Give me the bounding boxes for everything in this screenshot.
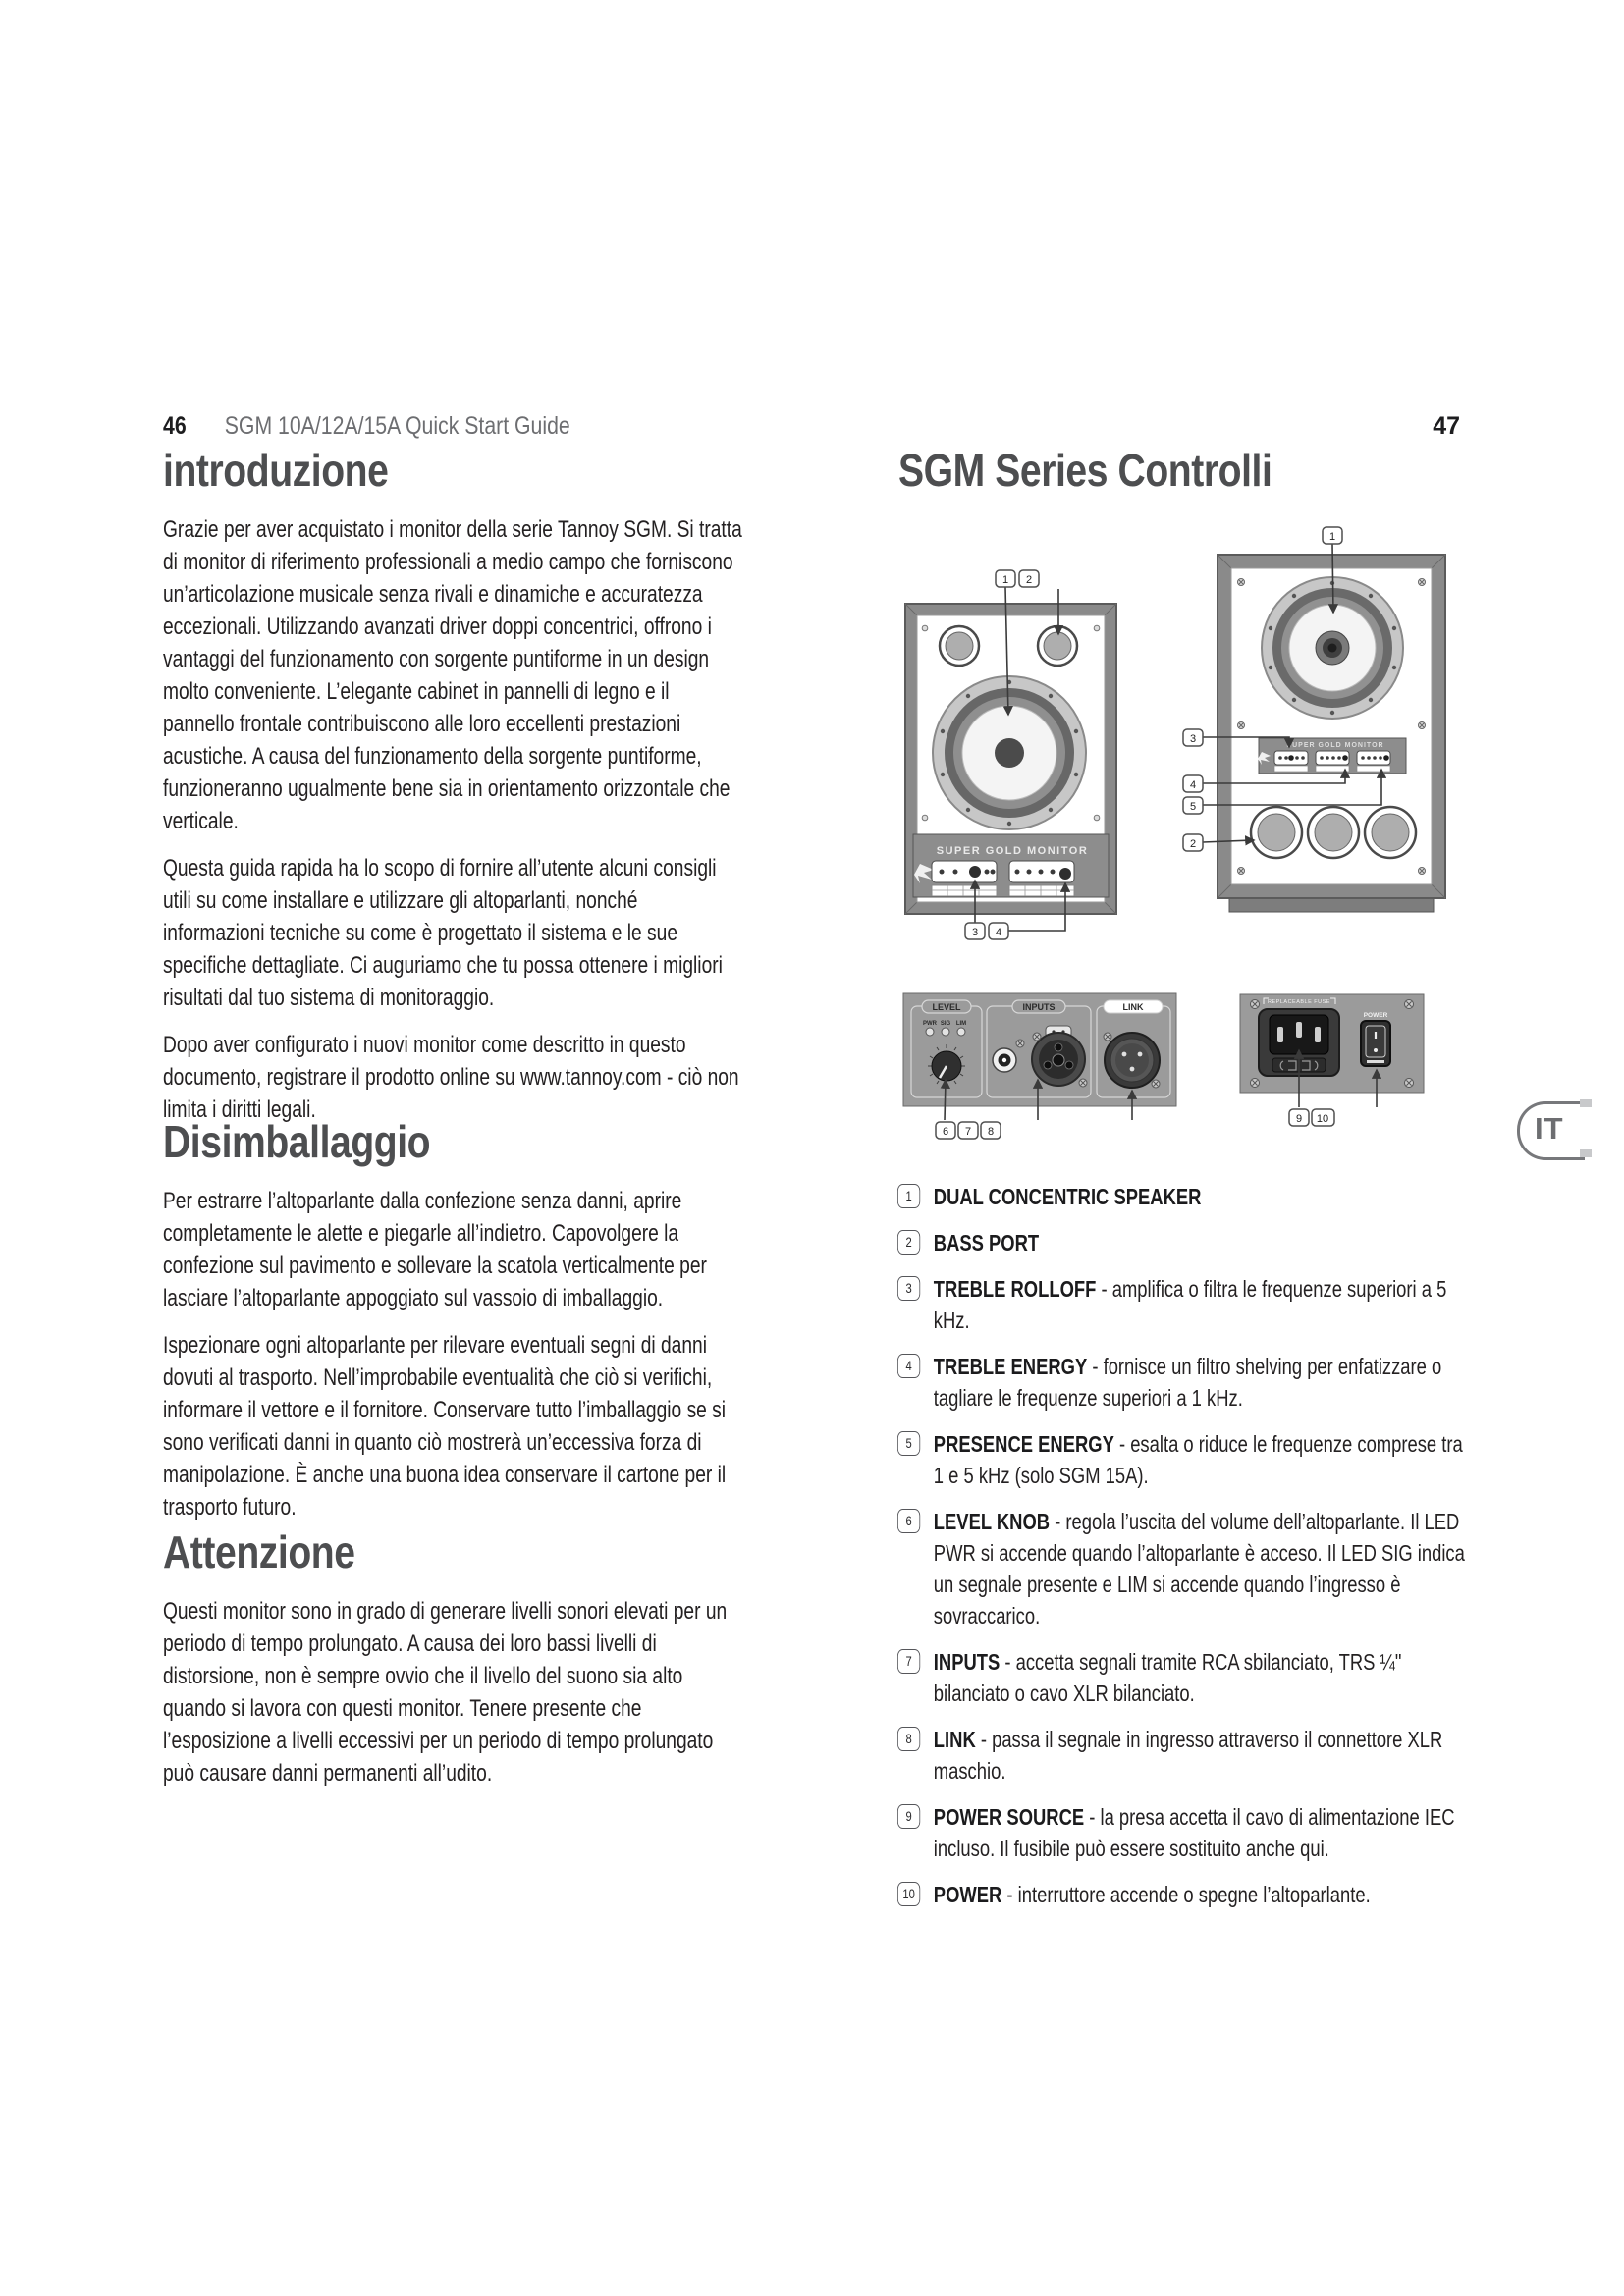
item-desc: - regola l’uscita del volume dell’altoparlante. Il LED PWR si accende quando l’altoparlante è acceso. Il LED SIG indica un segnale presente e LIM si accende quando l’ingresso è sovraccarico.: [933, 1509, 1465, 1629]
section-controls: [898, 444, 1338, 513]
svg-text:6: 6: [942, 1126, 949, 1138]
callout-10: [1312, 1109, 1334, 1126]
item-label: BASS PORT: [933, 1230, 1040, 1255]
svg-text:4: 4: [995, 927, 1002, 938]
list-item-5: [897, 1428, 1472, 1491]
paragraph: Questa guida rapida ha lo scopo di fornire all’utente alcuni consigli utili su come installare e utilizzare gli altoparlanti, nonché informazioni tecniche su come è progettato il sistema e le sue specifiche dettagliate. Ci auguriamo che tu possa ottenere i migliori risultati dal tuo sistema di monitoraggio.: [163, 855, 723, 1011]
svg-text:3: 3: [971, 927, 979, 938]
svg-text:1: 1: [1001, 574, 1009, 586]
paragraph: Dopo aver configurato i nuovi monitor come descritto in questo documento, registrare il prodotto online su www.tannoy.com - ciò non limita i diritti legali.: [163, 1032, 739, 1123]
list-item-2: [897, 1227, 1472, 1258]
item-number-badge: 2: [897, 1230, 920, 1255]
svg-text:4: 4: [1189, 779, 1197, 791]
rear-presence-energy-knob: [1383, 755, 1389, 761]
power-switch-label: POWER: [1363, 1012, 1388, 1019]
item-desc: - amplifica o filtra le frequenze superiori a 5 kHz.: [933, 1276, 1447, 1333]
item-number-badge: 9: [897, 1804, 920, 1829]
language-tab-it: [1517, 1101, 1585, 1160]
item-desc: - passa il segnale in ingresso attraverso il connettore XLR maschio.: [933, 1727, 1443, 1784]
page-header: [163, 412, 642, 441]
list-item-8: [897, 1724, 1472, 1787]
rear-treble-rolloff-knob: [1288, 755, 1294, 761]
item-label: LEVEL KNOB: [933, 1509, 1051, 1534]
section-disimballaggio: [163, 1115, 888, 1538]
item-label: TREBLE ROLLOFF: [933, 1276, 1097, 1302]
rear-speaker-diagram: [1183, 527, 1445, 912]
paragraph: Grazie per aver acquistato i monitor della serie Tannoy SGM. Si tratta di monitor di riferimento professionali a medio campo che forniscono un’articolazione musicale senza rivali e dinamiche e accuratezza eccezionali. Utilizzando avanzati driver doppi concentrici, offrono i vantaggi del funzionamento con sorgente puntiforme in un design molto conveniente. L’elegante cabinet in pannelli di legno e il pannello frontale contribuiscono alle loro eccellenti prestazioni acustiche. A causa del funzionamento della sorgente puntiforme, funzioneranno ugualmente bene sia in orientamento orizzontale che verticale.: [163, 516, 742, 834]
xlr-link-connector: [1105, 1033, 1160, 1088]
led-pwr-label: PWR: [923, 1021, 937, 1027]
item-number-badge: 1: [897, 1184, 920, 1208]
led-sig-label: SIG: [940, 1021, 951, 1027]
controls-list: [897, 1181, 1615, 1925]
item-desc: - fornisce un filtro shelving per enfatizzare o tagliare le frequenze superiori a 1 kHz.: [933, 1354, 1442, 1411]
svg-text:7: 7: [964, 1126, 972, 1138]
list-item-4: [897, 1351, 1472, 1414]
callout-1-rear: [1323, 527, 1342, 544]
paragraph: Ispezionare ogni altoparlante per rilevare eventuali segni di danni dovuti al trasporto. Nell’improbabile eventualità che ciò si verifichi, informare il vettore e il fornitore. Conservare tutto l’imballaggio se si sono verificati danni in quanto ciò mostrerà un’eccessiva forza di manipolazione. È anche una buona idea conservare il cartone per il trasporto futuro.: [163, 1332, 727, 1521]
level-section-label: LEVEL: [932, 1002, 961, 1012]
connection-panel-diagram: [903, 993, 1176, 1139]
item-label: INPUTS: [933, 1649, 1001, 1675]
callout-8: [981, 1122, 1001, 1139]
section-introduzione: [163, 444, 888, 1141]
section-heading-disimballaggio: Disimballaggio: [163, 1116, 431, 1167]
item-desc: - la presa accetta il cavo di alimentazione IEC incluso. Il fusibile può essere sostituito anche qui.: [933, 1804, 1455, 1861]
item-label: POWER SOURCE: [933, 1804, 1085, 1830]
section-heading-introduzione: introduzione: [163, 445, 389, 496]
callout-3-front: [965, 923, 985, 939]
section-heading-controlli: SGM Series Controlli: [898, 445, 1272, 496]
callout-1-front: [996, 570, 1015, 587]
front-speaker-diagram: [905, 570, 1116, 939]
svg-text:1: 1: [1328, 531, 1336, 543]
item-label: LINK: [933, 1727, 976, 1752]
tab-edge-mark-top: [1580, 1099, 1592, 1107]
front-brand-label: SUPER GOLD MONITOR: [936, 845, 1089, 857]
svg-text:2: 2: [1189, 838, 1197, 850]
list-item-6: [897, 1506, 1472, 1631]
power-panel-diagram: [1240, 994, 1424, 1126]
header-title: SGM 10A/12A/15A Quick Start Guide: [224, 412, 570, 440]
item-number-badge: 8: [897, 1727, 920, 1751]
pwr-led: [926, 1028, 934, 1036]
callout-4-rear: [1183, 775, 1203, 792]
section-attenzione: [163, 1525, 888, 1804]
svg-text:2: 2: [1025, 574, 1033, 586]
front-bass-port-right: [1038, 626, 1077, 666]
callout-3-rear: [1183, 729, 1203, 746]
link-section-label: LINK: [1122, 1002, 1144, 1012]
list-item-3: [897, 1273, 1472, 1336]
rear-control-panel: [1258, 738, 1406, 774]
callout-2-front: [1019, 570, 1039, 587]
callout-5-rear: [1183, 797, 1203, 814]
front-dual-concentric-driver: [933, 676, 1086, 829]
item-number-badge: 10: [897, 1882, 920, 1906]
item-label: DUAL CONCENTRIC SPEAKER: [933, 1184, 1202, 1209]
paragraph: Questi monitor sono in grado di generare livelli sonori elevati per un periodo di tempo prolungato. A causa dei loro bassi livelli di distorsione, non è sempre ovvio che il livello del suono sia alto quando si lavora con questi monitor. Tenere presente che l’esposizione a livelli eccessivi per un periodo di tempo prolungato può causare danni permanenti all’udito.: [163, 1598, 728, 1787]
list-item-1: [897, 1181, 1472, 1212]
svg-text:5: 5: [1189, 801, 1197, 813]
inputs-section-label: INPUTS: [1022, 1002, 1056, 1012]
item-number-badge: 5: [897, 1431, 920, 1456]
section-heading-attenzione: Attenzione: [163, 1526, 355, 1577]
rear-treble-energy-knob: [1342, 755, 1348, 761]
item-label: PRESENCE ENERGY: [933, 1431, 1114, 1457]
item-label: TREBLE ENERGY: [933, 1354, 1088, 1379]
callout-9: [1289, 1109, 1309, 1126]
svg-text:10: 10: [1316, 1113, 1329, 1125]
item-desc: - accetta segnali tramite RCA sbilanciato, TRS ¼" bilanciato o cavo XLR bilanciato.: [933, 1649, 1402, 1706]
item-number-badge: 3: [897, 1276, 920, 1301]
svg-text:9: 9: [1295, 1113, 1303, 1125]
fuse-label: REPLACEABLE FUSE: [1268, 999, 1330, 1005]
front-bass-port-left: [940, 626, 979, 666]
list-item-7: [897, 1646, 1472, 1709]
language-tab-label: IT: [1535, 1111, 1564, 1146]
paragraph: Per estrarre l’altoparlante dalla confezione senza danni, aprire completamente le alette e piegarle all’indietro. Capovolgere la confezione sul pavimento e sollevare la scatola verticalmente per lasciare l’altoparlante appoggiato sul vassoio di imballaggio.: [163, 1188, 707, 1311]
tab-edge-mark-bottom: [1580, 1149, 1592, 1157]
speaker-diagram: [898, 518, 1473, 1151]
item-number-badge: 7: [897, 1649, 920, 1674]
item-number-badge: 6: [897, 1509, 920, 1533]
item-desc: - esalta o riduce le frequenze comprese tra 1 e 5 kHz (solo SGM 15A).: [933, 1431, 1463, 1488]
front-control-panel: [913, 834, 1109, 897]
list-item-10: [897, 1879, 1472, 1910]
item-desc: - interruttore accende o spegne l’altoparlante.: [1001, 1882, 1371, 1907]
rear-bass-ports: [1251, 807, 1416, 858]
callout-6: [936, 1122, 955, 1139]
item-number-badge: 4: [897, 1354, 920, 1378]
list-item-9: [897, 1801, 1472, 1864]
rear-brand-label: SUPER GOLD MONITOR: [1286, 742, 1384, 749]
item-label: POWER: [933, 1882, 1002, 1907]
led-lim-label: LIM: [955, 1021, 967, 1027]
svg-text:8: 8: [987, 1126, 995, 1138]
sig-led: [942, 1028, 949, 1036]
lim-led: [957, 1028, 965, 1036]
callout-2-rear: [1183, 834, 1203, 851]
power-switch: [1361, 1012, 1390, 1066]
page-number-left: 46: [163, 412, 187, 440]
front-treble-rolloff-knob: [969, 866, 981, 878]
page-number-right: 47: [1433, 412, 1460, 440]
rca-input-jack: [993, 1048, 1016, 1072]
callout-7: [958, 1122, 978, 1139]
callout-4-front: [989, 923, 1008, 939]
front-treble-energy-knob: [1059, 868, 1071, 880]
svg-text:3: 3: [1189, 733, 1197, 745]
